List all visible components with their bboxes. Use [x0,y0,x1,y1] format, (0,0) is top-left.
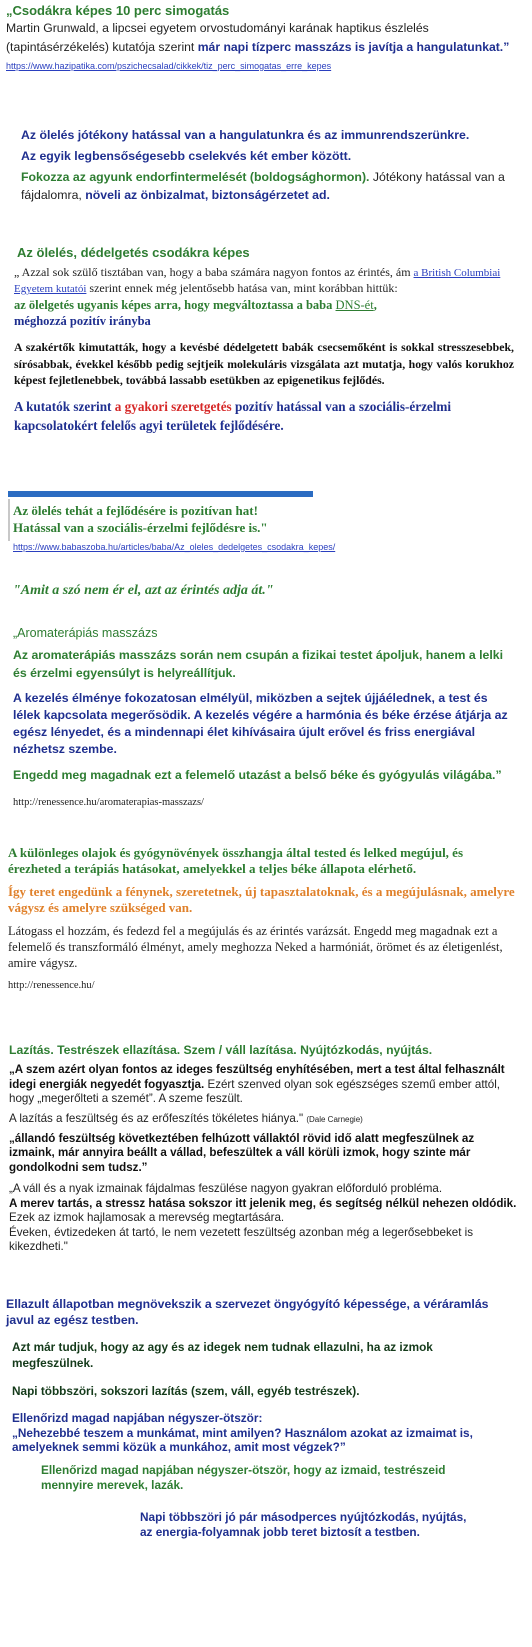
divider-bar [8,491,313,497]
section-title: „Csodákra képes 10 perc simogatás [6,3,230,18]
section-paragraph: Engedd meg magadnak ezt a felemelő utazást a belső béke és gyógyulás világába.” [13,768,502,782]
conclusion-box [8,499,308,541]
section-paragraph: Ellenőrizd magad napjában négyszer-ötször: „Nehezebbé teszem a munkámat, mint amilyen? Használom azokat az izmaimat is, amelyeknek semmi közük a munkához, amit most végzek?” [12,1411,473,1454]
section-paragraph: Az aromaterápiás masszázs során nem csupán a fizikai testet ápoljuk, hanem a lelki és érzelmi egyensúlyt is helyreállítjuk. [13,648,504,680]
paragraph-line: Az egyik legbensőségesebb cselekvés két ember között. [21,149,352,163]
section-paragraph: Napi többszöri jó pár másodperces nyújtózkodás, nyújtás, az energia-folyamnak jobb teret biztosít a testben. [140,1510,467,1539]
section-title: Lazítás. Testrészek ellazítása. Szem / váll lazítása. Nyújtózkodás, nyújtás. [9,1043,433,1057]
section-paragraph: „A váll és a nyak izmainak fájdalmas feszülése nagyon gyakran előforduló probléma. A merev tartás, a stressz hatása sokszor itt jelenik meg, és segítség nélkül nehezen oldódik. Ezek az izmok hajlamosak a merevség megtartására. Éveken, évtizedeken át tartó, le nem vezetett feszültség azonban még a legerősebbeket is kikezdheti." [9,1182,517,1253]
source-url: http://renessence.hu/ [8,980,95,991]
section-paragraph: Látogass el hozzám, és fedezd fel a megújulás és az érintés varázsát. Engedd meg magadnak ezt a felemelő és transzformáló élményt, amely meghozza Neked a harmóniát, örömet és az életigenlést, amire vágysz. [8,924,503,970]
conclusion-line: Hatással van a szociális-érzelmi fejlődésre is." [13,520,268,535]
section-paragraph: Napi többszöri, sokszori lazítás (szem, váll, egyéb testrészek). [12,1384,360,1398]
section-paragraph: A kutatók szerint a gyakori szeretgetés pozitív hatással van a szociális-érzelmi kapcsolatokért felelős agyi területek fejlődésére. [14,398,452,433]
paragraph-line: Fokozza az agyunk endorfintermelését (boldogsághormon). Jótékony hatással van a fájdalomra, növeli az önbizalmat, biztonságérzetet ad. [21,170,505,202]
section-oleles-hatasok [21,126,511,204]
source-link[interactable]: https://www.hazipatika.com/pszichecsalad/cikkek/tiz_perc_simogatas_erre_kepes [6,61,332,71]
section-lazitas [9,1042,519,1255]
quote-author: (Dale Carnegie) [306,1114,363,1124]
section-paragraph: A lazítás a feszültség és az erőfeszítés tökéletes hiánya." (Dale Carnegie) [9,1111,363,1125]
section-title: „Aromaterápiás masszázs [13,626,158,640]
section-title: Az ölelés, dédelgetés csodákra képes [17,245,250,260]
source-url: http://renessence.hu/aromaterapias-masszazs/ [13,797,204,808]
section-paragraph: „A szem azért olyan fontos az ideges feszültség enyhítésében, mert a test által felhasznált idegi energiák negyedét fogyasztja. Ezért szenved olyan sok egészséges szemű ember attól, hogy „megerőlteti a szemét”. A szeme feszült. [9,1063,505,1105]
section-dedelgetes [14,244,514,435]
section-simogatas [6,2,521,72]
section-paragraph: A kezelés élménye fokozatosan elmélyül, miközben a sejtek újjáélednek, a test és lélek kapcsolata megerősödik. A kezelés végére a harmónia és béke érzése átjárja az egész lényedet, és a mindennapi élet kihívásaira újult erővel és friss energiával nézhetsz szembe. [13,691,508,756]
section-paragraph: „állandó feszültség következtében felhúzott vállaktól rövid idő alatt megfeszülnek az izmaink, már annyira beállt a vállad, befeszültek a váll körüli izmok, hogy szinte már gondolkodni sem tudsz.” [9,1131,475,1174]
section-paragraph: A különleges olajok és gyógynövények összhangja által tested és lelked megújul, és érezheted a terápiás hatásokat, amelyekkel a teljes béke állapota elérhető. [8,845,464,876]
section-paragraph: Ellenőrizd magad napjában négyszer-ötször, hogy az izmaid, testrészeid mennyire merevek, lazák. [41,1463,446,1492]
source-link[interactable]: https://www.babaszoba.hu/articles/baba/Az_oleles_dedelgetes_csodakra_kepes/ [13,542,336,552]
paragraph-line: Az ölelés jótékony hatással van a hangulatunkra és az immunrendszerünkre. [21,128,470,142]
dna-link[interactable]: DNS-ét [335,298,374,312]
section-paragraph: az ölelgetés ugyanis képes arra, hogy megváltoztassa a baba DNS-ét, méghozzá pozitív irányba [14,298,377,328]
section-aromaterapia [13,625,513,810]
section-ellazult: Ellazult állapotban megnövekszik a szervezet öngyógyító képessége, a véráramlás javul az egész testben. [6,1297,489,1327]
university-link[interactable]: a British Columbiai Egyetem kutatói [14,267,501,295]
section-olajok [8,845,518,993]
section-paragraph: Így teret engedünk a fénynek, szeretetnek, új tapasztalatoknak, és a megújulásnak, amelyre vágysz és amelyre szükséged van. [8,884,515,915]
quote: "Amit a szó nem ér el, azt az érintés adja át." [13,583,274,598]
conclusion-line: Az ölelés tehát a fejlődésére is pozitívan hat! [13,503,258,518]
section-paragraph: Martin Grunwald, a lipcsei egyetem orvostudományi karának haptikus észlelés (tapintásérzékelés) kutatója szerint már napi tízperc masszázs is javítja a hangulatunkat.” [6,21,510,54]
section-paragraph: Azt már tudjuk, hogy az agy és az idegek nem tudnak ellazulni, ha az izmok megfeszülnek. [12,1340,433,1370]
section-paragraph: A szakértők kimutatták, hogy a kevésbé dédelgetett babák csecsemőként is sokkal stresszesebbek, sírósabbak, évekkel később pedig sejtjeik molekuláris vizsgálata azt mutatja, hogy valós korukhoz képest fejletlenebbek, továbbá lassabb esetükben az epigenetikus fejlődés. [14,340,514,387]
section-paragraph: „ Azzal sok szülő tisztában van, hogy a baba számára nagyon fontos az érintés, ám a British Columbiai Egyetem kutatói szerint ennek még jelentősebb hatása van, mint korábban hittük: [14,265,501,295]
